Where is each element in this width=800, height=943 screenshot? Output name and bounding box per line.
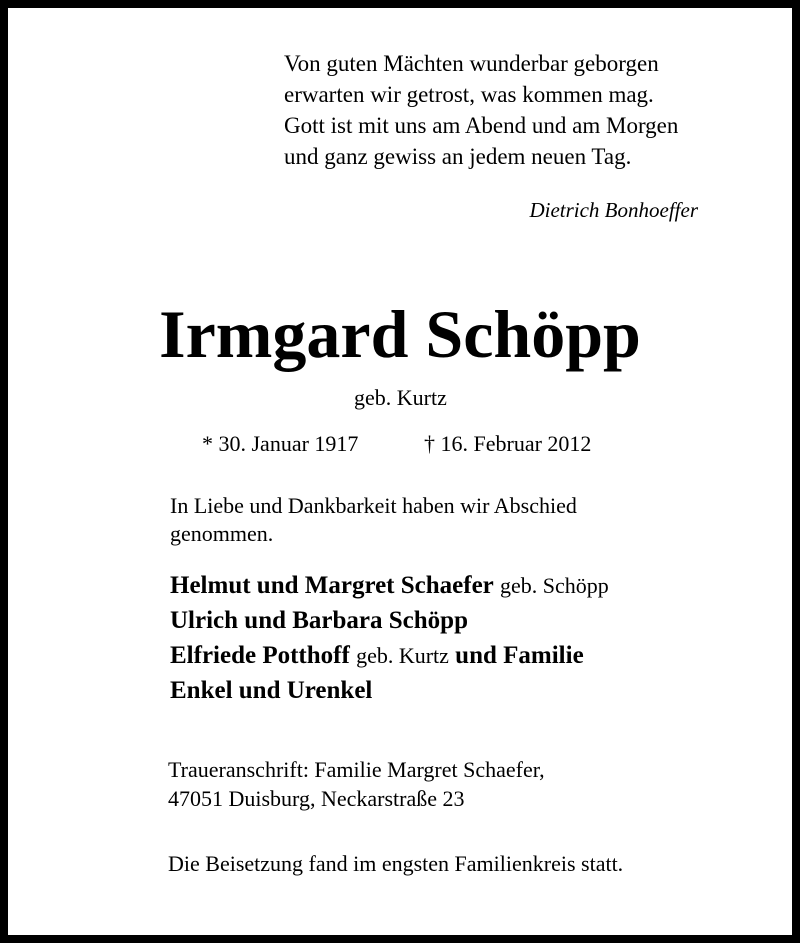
mourner-suffix: und Familie (455, 642, 584, 669)
address-line: 47051 Duisburg, Neckarstraße 23 (168, 786, 465, 811)
farewell-text (170, 492, 577, 548)
burial-note: Die Beisetzung fand im engsten Familienkreis statt. (168, 851, 624, 876)
mourners-list (170, 568, 609, 708)
farewell-line: In Liebe und Dankbarkeit haben wir Abschied (170, 493, 577, 518)
poem-author: Dietrich Bonhoeffer (529, 198, 698, 222)
poem-line: Von guten Mächten wunderbar geborgen (284, 51, 659, 76)
death-date: † 16. Februar 2012 (424, 431, 592, 456)
farewell-line: genommen. (170, 521, 274, 546)
birth-date: * 30. Januar 1917 (202, 431, 359, 456)
mourner-note: geb. Schöpp (500, 573, 609, 598)
deceased-name: Irmgard Schöpp (159, 296, 641, 372)
mourner-names: Helmut und Margret Schaefer (170, 572, 494, 599)
mourner-names: Elfriede Potthoff (170, 642, 350, 669)
mourner-names: Enkel und Urenkel (170, 677, 373, 704)
poem-line: erwarten wir getrost, was kommen mag. (284, 82, 654, 107)
poem-line: Gott ist mit uns am Abend und am Morgen (284, 113, 679, 138)
birth-name: geb. Kurtz (354, 385, 447, 410)
mourner-names: Ulrich und Barbara Schöpp (170, 607, 468, 634)
poem (284, 48, 678, 172)
address-line: Traueranschrift: Familie Margret Schaefer, (168, 757, 545, 782)
poem-line: und ganz gewiss an jedem neuen Tag. (284, 144, 632, 169)
mourner-row (170, 673, 609, 708)
mourner-row (170, 568, 609, 603)
mourner-row (170, 603, 609, 638)
mourning-address (168, 755, 545, 813)
mourner-note: geb. Kurtz (356, 643, 449, 668)
mourner-row (170, 638, 609, 673)
